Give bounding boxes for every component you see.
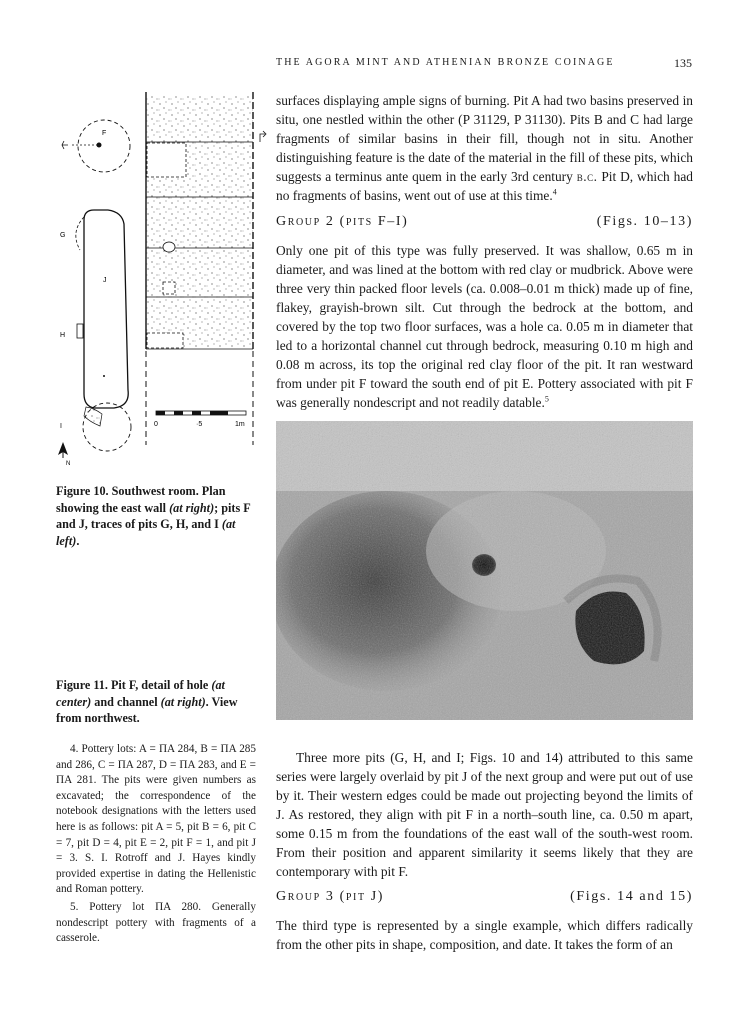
figure-10-caption: Figure 10. Southwest room. Plan showing the east wall (at right); pits F and J, traces of pits G, H, and I (at left). xyxy=(56,484,251,548)
svg-text:1m: 1m xyxy=(235,421,245,428)
north-arrow xyxy=(58,442,70,467)
pit-i xyxy=(60,403,131,451)
svg-text:·5: ·5 xyxy=(196,421,203,428)
scale-bar xyxy=(154,411,246,428)
pit-j xyxy=(84,210,128,408)
figure-10-plan xyxy=(50,90,272,470)
group-2-title: Group 2 (pits F–I) xyxy=(276,214,409,229)
group-3-heading xyxy=(276,889,693,909)
group-3-title: Group 3 (pit J) xyxy=(276,889,385,904)
paragraph-1-block xyxy=(276,91,693,205)
east-wall xyxy=(146,92,266,445)
svg-text:G: G xyxy=(60,232,66,239)
svg-text:0: 0 xyxy=(154,421,158,428)
paragraph-2-block xyxy=(276,241,693,412)
group-2-heading xyxy=(276,214,693,234)
paragraph-1-text-a: surfaces displaying ample signs of burning. Pit A had two basins preserved in situ, one nestled within the other (P 31129, P 31130). Pits B and C had large fragments of similar basins in their fill, though not in situ. Another distinguishing feature is the date of the material in the fill of these pits, which suggests a terminus ante quem in the early 3rd century xyxy=(276,93,693,184)
page-header xyxy=(0,57,748,71)
footnote-ref-5[interactable]: 5 xyxy=(544,394,549,404)
footnote-5: 5. Pottery lot ΠΑ 280. Generally nondescript pottery with fragments of a casserole. xyxy=(56,900,256,945)
paragraph-3-block xyxy=(276,748,693,881)
paragraph-1 xyxy=(276,91,693,205)
running-head: THE AGORA MINT AND ATHENIAN BRONZE COINAGE xyxy=(276,57,615,68)
paragraph-4: The third type is represented by a single example, which differs radically from the other pits in shape, composition, and date. It takes the form of an xyxy=(276,918,693,952)
paragraph-2-text: Only one pit of this type was fully preserved. It was shallow, 0.65 m in diameter, and was lined at the bottom with red clay or mudbrick. Above were three very thin packed floor levels (ca. 0.008–0.01 m thick) made up of fine, flakey, grayish-brown silt. Cut through the bedrock at the bottom, and covered by the top two floor surfaces, was a hole ca. 0.05 m in diameter that led to a horizontal channel cut through bedrock, measuring 0.10 m high and 0.08 m across, its top the original red clay floor of the pit. It ran westward from under pit F toward the south end of pit E. Pottery associated with pit F was generally nondescript and not readily datable. xyxy=(276,243,693,410)
paragraph-2 xyxy=(276,241,693,412)
paragraph-1-text-b: Pit D, which had no fragments of basins, went out of use at this time. xyxy=(276,169,693,203)
footnote-4: 4. Pottery lots: A = ΠΑ 284, B = ΠΑ 285 and 286, C = ΠΑ 287, D = ΠΑ 283, and E = ΠΑ 281. The pits were given numbers as excavated; the correspondence of the notebook designations with the letters used here is as follows: pit A = 5, pit B = 6, pit C = 7, pit D = 4, pit E = 2, pit F = 1, and pit J = 3. S. I. Rotroff and J. Hayes kindly provided expertise in dating the Hellenistic and Roman pottery. xyxy=(56,743,256,896)
group-2-figs: (Figs. 10–13) xyxy=(596,214,693,229)
paragraph-3: Three more pits (G, H, and I; Figs. 10 and 14) attributed to this same series were largely overlaid by pit J of the next group and were put out of use by it. Their western edges could be made out projecting beyond the limits of J. As restored, they align with pit F in a north–south line, ca. 0.50 m apart, some 0.15 m from the foundations of the east wall of the south-west room. From their position and apparent similarity it seems likely that they are contemporary with pit F. xyxy=(276,750,693,879)
bc-abbrev: b.c. xyxy=(576,169,598,184)
pit-f xyxy=(62,120,130,172)
svg-text:I: I xyxy=(60,423,62,430)
figure-11-caption: Figure 11. Pit F, detail of hole (at center) and channel (at right). View from northwest. xyxy=(56,678,238,725)
footnotes xyxy=(56,742,256,949)
svg-text:J: J xyxy=(103,277,107,284)
group-3-figs: (Figs. 14 and 15) xyxy=(570,889,693,904)
page-number: 135 xyxy=(674,56,692,70)
pit-h xyxy=(60,324,83,339)
svg-text:N: N xyxy=(66,461,71,467)
svg-text:H: H xyxy=(60,332,66,339)
svg-text:F: F xyxy=(102,130,107,137)
footnote-ref-4[interactable]: 4 xyxy=(552,187,557,197)
figure-11-photo xyxy=(276,421,693,720)
pit-g xyxy=(60,217,84,250)
paragraph-4-block xyxy=(276,916,693,954)
